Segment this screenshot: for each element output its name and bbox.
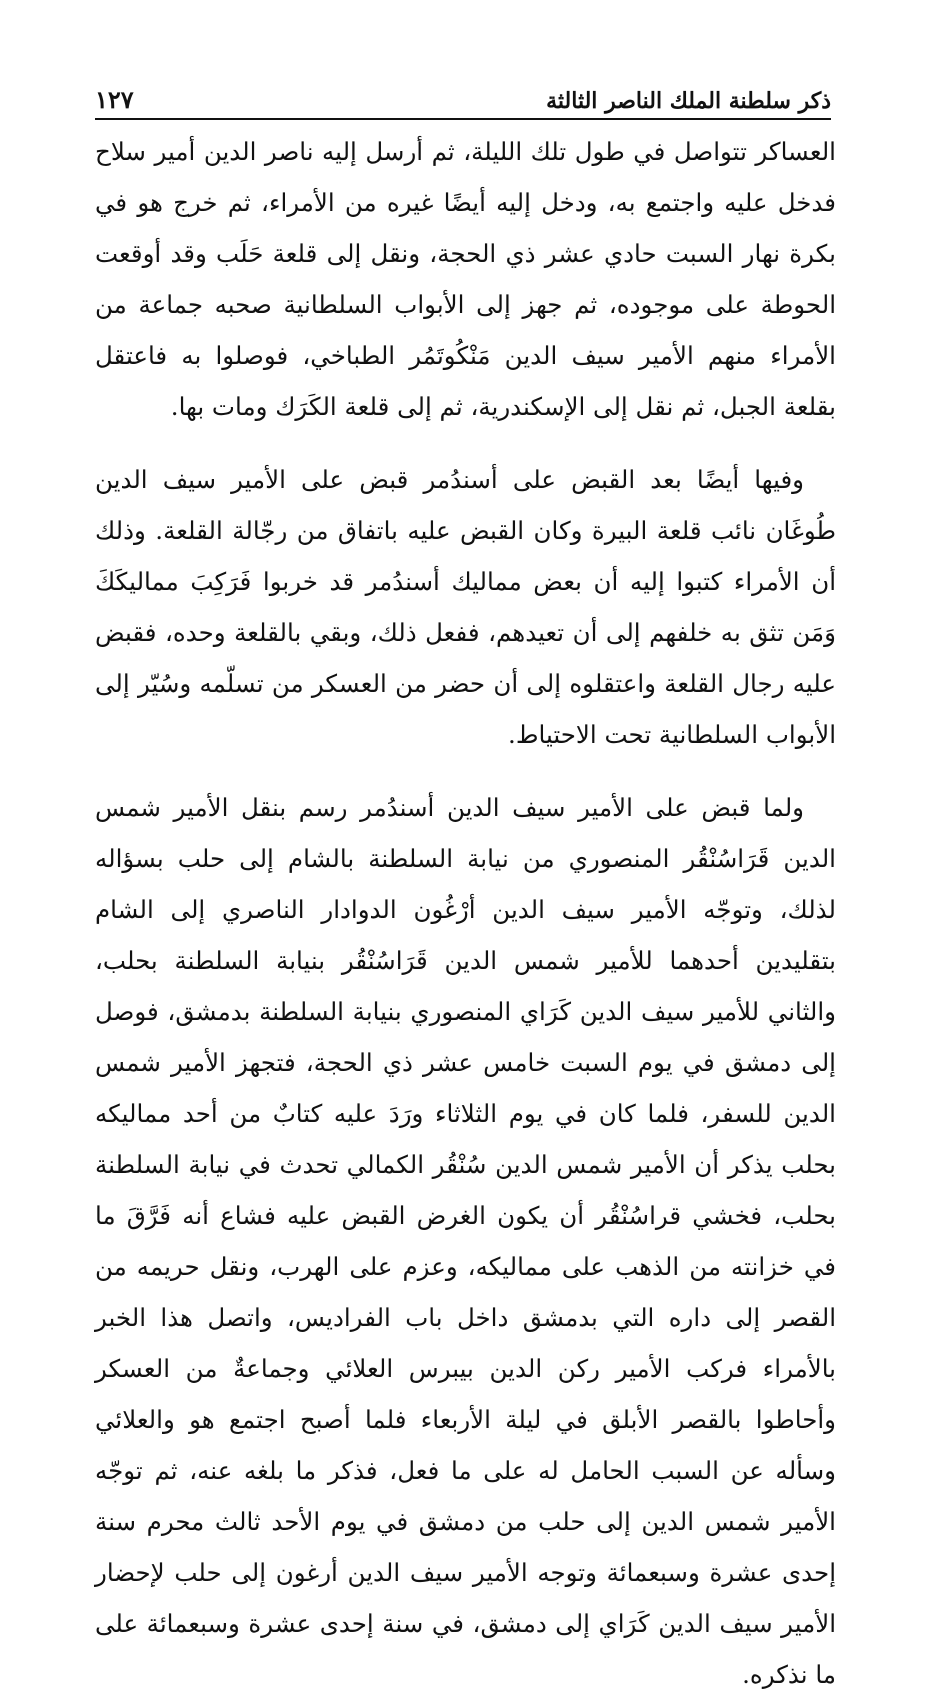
paragraph: وفيها أيضًا بعد القبض على أسندُمر قبض على الأمير سيف الدين طُوغَان نائب قلعة البيرة وكان القبض عليه باتفاق من رجّالة القلعة. وذلك أن الأمراء كتبوا إليه أن بعض مماليك أسندُمر قد خربوا فَرَكِبَ مماليكَكَ وَمَن تثق به خلفهم إلى أن تعيدهم، ففعل ذلك، وبقي بالقلعة وحده، فقبض عليه رجال القلعة واعتقلوه إلى أن حضر من العسكر من تسلّمه وسُيّر إلى الأبواب السلطانية تحت الاحتياط. [95,465,836,749]
page-number: ١٢٧ [95,85,134,114]
page-header [95,70,831,120]
running-title: ذكر سلطنة الملك الناصر الثالثة [546,88,831,114]
paragraph: ولما قبض على الأمير سيف الدين أسندُمر رسم بنقل الأمير شمس الدين قَرَاسُنْقُر المنصوري من نيابة السلطنة بالشام إلى حلب بسؤاله لذلك، وتوجّه الأمير سيف الدين أرْغُون الدوادار الناصري إلى الشام بتقليدين أحدهما للأمير شمس الدين قَرَاسُنْقُر بنيابة السلطنة بحلب، والثاني للأمير سيف الدين كَرَاي المنصوري بنيابة السلطنة بدمشق، فوصل إلى دمشق في يوم السبت خامس عشر ذي الحجة، فتجهز الأمير شمس الدين للسفر، فلما كان في يوم الثلاثاء ورَدَ عليه كتابٌ من أحد مماليكه بحلب يذكر أن الأمير شمس الدين سُنْقُر الكمالي تحدث في نيابة السلطنة بحلب، فخشي قراسُنْقُر أن يكون الغرض القبض عليه فشاع أنه فَرَّقَ ما في خزانته من الذهب على مماليكه، وعزم على الهرب، ونقل حريمه من القصر إلى داره التي بدمشق داخل باب الفراديس، واتصل هذا الخبر بالأمراء فركب الأمير ركن الدين بيبرس العلائي وجماعةٌ من العسكر وأحاطوا بالقصر الأبلق في ليلة الأربعاء فلما أصبح اجتمع هو والعلائي وسأله عن السبب الحامل له على ما فعل، فذكر ما بلغه عنه، ثم توجّه الأمير شمس الدين إلى حلب من دمشق في يوم الأحد ثالث محرم سنة إحدى عشرة وسبعمائة وتوجه الأمير سيف الدين أرغون إلى حلب لإحضار الأمير سيف الدين كَرَاي إلى دمشق، في سنة إحدى عشرة وسبعمائة على ما نذكره. [95,793,836,1689]
paragraph: العساكر تتواصل في طول تلك الليلة، ثم أرسل إليه ناصر الدين أمير سلاح فدخل عليه واجتمع به، ودخل إليه أيضًا غيره من الأمراء، ثم خرج هو في بكرة نهار السبت حادي عشر ذي الحجة، ونقل إلى قلعة حَلَب وقد أوقعت الحوطة على موجوده، ثم جهز إلى الأبواب السلطانية صحبه جماعة من الأمراء منهم الأمير سيف الدين مَنْكُوتَمُر الطباخي، فوصلوا به فاعتقل بقلعة الجبل، ثم نقل إلى الإسكندرية، ثم إلى قلعة الكَرَك ومات بها. [95,137,836,421]
page-body [95,126,836,1700]
